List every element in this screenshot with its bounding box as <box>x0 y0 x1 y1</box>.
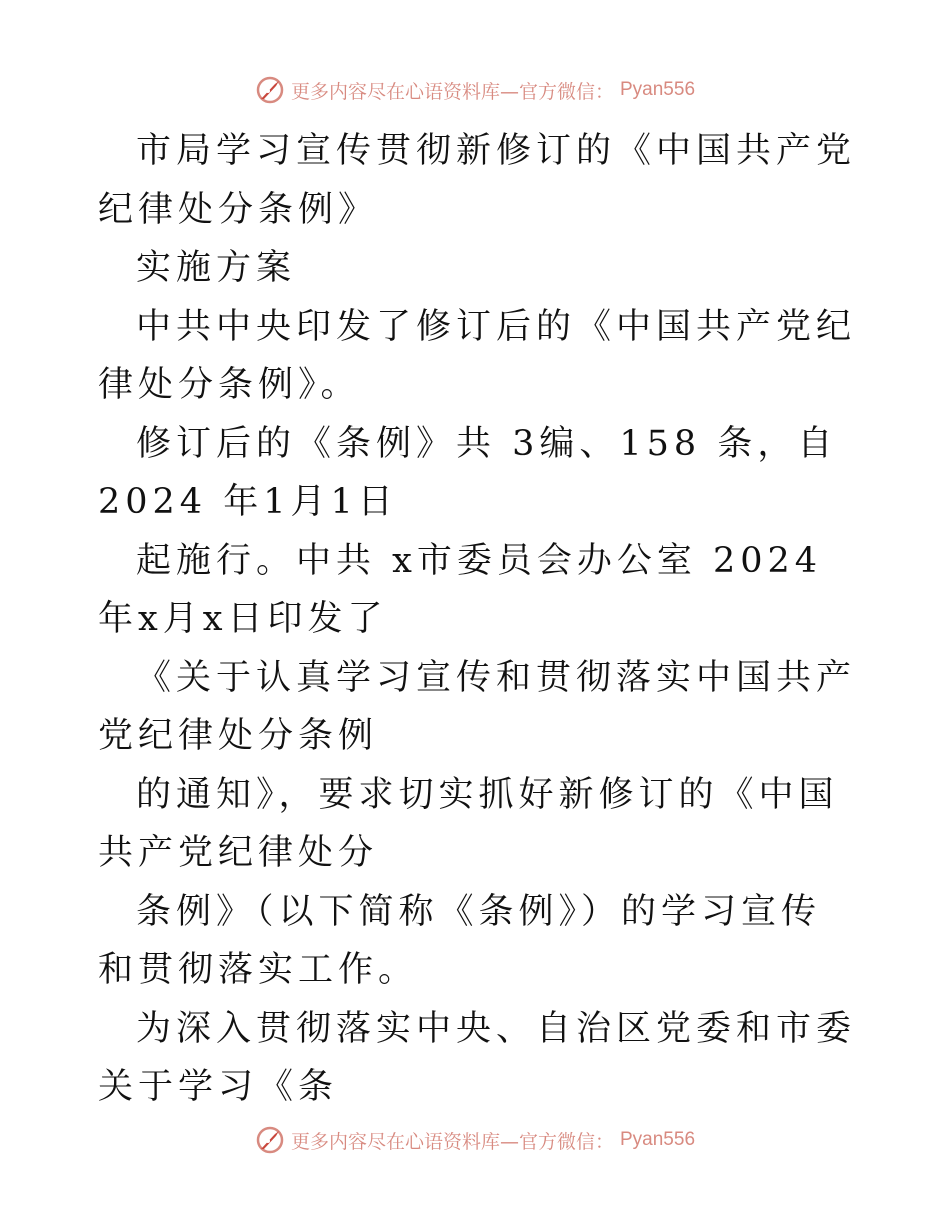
quill-pen-logo-icon <box>255 75 285 105</box>
paragraph: 修订后的《条例》共 3编、158 条，自 2024 年1月1日 <box>98 423 838 522</box>
watermark-contact-id: Pyan556 <box>620 79 696 100</box>
document-body <box>98 122 858 1117</box>
watermark-text: 更多内容尽在心语资料库—官方微信： <box>290 1130 614 1153</box>
header-watermark-banner <box>0 70 950 110</box>
paragraph: 起施行。中共 x市委员会办公室 2024 年x月x日印发了 <box>98 540 823 639</box>
watermark-text: 更多内容尽在心语资料库—官方微信： <box>290 80 614 103</box>
paragraph: 中共中央印发了修订后的《中国共产党纪律处分条例》。 <box>98 306 857 405</box>
paragraph: 《关于认真学习宣传和贯彻落实中国共产党纪律处分条例 <box>98 657 857 756</box>
paragraph-subtitle: 实施方案 <box>136 248 297 288</box>
footer-watermark-banner <box>0 1120 950 1160</box>
watermark-contact-id: Pyan556 <box>620 1129 696 1150</box>
paragraph: 条例》（以下简称《条例》）的学习宣传和贯彻落实工作。 <box>98 891 822 990</box>
paragraph: 为深入贯彻落实中央、自治区党委和市委关于学习《条 <box>98 1008 857 1107</box>
quill-pen-logo-icon <box>255 1125 285 1155</box>
paragraph-title: 市局学习宣传贯彻新修订的《中国共产党纪律处分条例》 <box>98 131 857 230</box>
paragraph: 的通知》，要求切实抓好新修订的《中国共产党纪律处分 <box>98 774 839 873</box>
